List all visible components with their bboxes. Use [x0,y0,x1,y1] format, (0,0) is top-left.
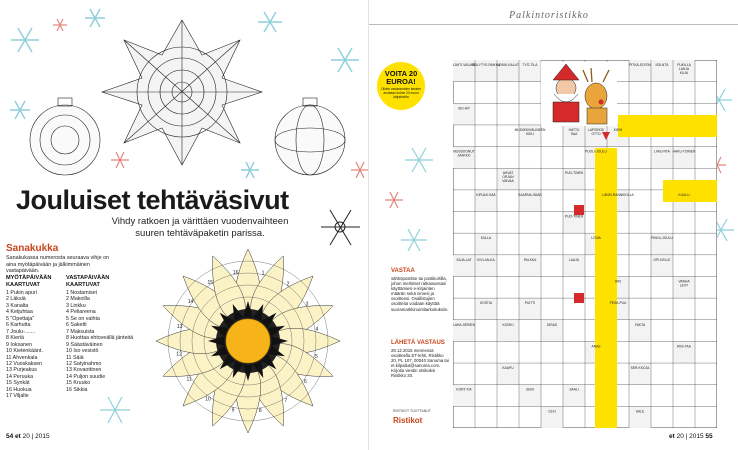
clue-text: PUO-TINEN [564,214,584,219]
crossword-grid[interactable] [453,60,717,428]
counterclockwise-clue: 5 Se on vaihta [66,315,100,322]
clockwise-clue: 6 Karhutta [6,322,31,329]
flower-number: 14 [187,298,194,305]
clue-text: SAALI [569,387,579,392]
clue-text: OLKI [548,409,556,414]
clue-text: ISÄ-NTÄ [655,63,669,67]
counterclockwise-clue: 9 Säästäväinen [66,341,103,348]
counterclockwise-clue: 2 Makoilla [66,296,90,303]
clue-text: PITKÄ-SOITIN [629,63,651,67]
magazine-name: et [669,433,675,440]
clue-text: ISO-ÄIT [458,106,470,111]
send-text: 28.12.2015 mennessä osoitteella ET-lehti, Ristikko 20, PL 107, 00040 Sanoma tai et.kilpailut@sanoma.com. Kirjoita viestin otsikoksi Ristikko 20. [391,348,449,379]
counterclockwise-clue: 3 Linkku [66,302,86,309]
flower-number: 8 [258,407,262,414]
flower-number: 1 [261,270,265,277]
clue-text: LÄNSI-RANNIKOLLA [602,192,634,197]
clue-text: LAPSEKSI [588,127,604,132]
page-subtitle: Vihdy ratkoen ja värittäen vuodenvaihteen suuren tehtäväpaketin parissa. [111,216,289,239]
prize-badge [377,62,425,110]
counterclockwise-clue: 16 Sikkia [66,386,88,393]
clue-text: KUJA [679,71,689,75]
clue-text: SAJA-LAT [456,257,472,262]
flower-number: 7 [284,397,288,404]
clue-text: HAKU-TOINEN [672,149,696,154]
clue-text: SÄILYTYS-PAIKKA [471,63,501,67]
clue-text: RIIS-TAA [677,344,691,349]
clue-text: LAHJA [678,67,690,71]
counterclockwise-clue: 8 Huottaa ehtoveällä jänteitä [66,335,134,342]
right-page [369,0,738,450]
clue-text: KIVI-JALKA [477,257,495,262]
clue-text: VANHA [678,279,690,284]
counterclockwise-clue: 11 Säiä [66,354,84,361]
clue-text: KULLA [480,236,492,241]
ristikot-logo: Ristikot [393,416,423,425]
prize-amount: VOITA 20 EUROA! [384,69,418,86]
clue-text: DIRAS [546,322,558,327]
counterclockwise-clues [66,290,133,393]
clockwise-clue: 7 Joulu-....... [6,328,36,335]
clue-text: SER-KKOJA [630,366,650,371]
counterclockwise-clue: 14 Puljon suudie [66,373,106,380]
left-folio [6,433,50,440]
clockwise-clue: 8 Kieriä [6,335,24,342]
counterclockwise-clue: 10 Iso vesistö [66,348,99,355]
counterclockwise-clue: 4 Peliareena [66,309,96,316]
flower-number: 2 [286,281,290,288]
clue-text: LOIVA [591,236,601,241]
flower-number: 13 [176,323,183,330]
clue-text: LÄHTI-VALMIS [453,63,476,67]
clue-text: LAAJA [568,257,580,262]
section-title: Sanakukka [6,243,59,254]
clue-text: TYÖ-TILA [522,63,538,67]
clue-text: LIIKU-NTA [654,149,670,154]
flower-number: 12 [176,351,182,358]
clue-text: PUKILLA [677,63,691,67]
counterclockwise-clue: 6 Saketti [66,322,87,329]
clue-text: KIEHI [613,127,623,132]
clue-text: VAIVAA [502,179,514,184]
clockwise-clue: 12 Vuoskaksen [6,360,43,367]
clockwise-clue: 9 Ioksanen [6,341,32,348]
page-number: 55 [705,433,713,440]
clue-text: FAKTA [634,322,646,327]
flower-number: 9 [231,407,235,414]
flower-number: 5 [314,354,318,361]
counterclockwise-clue: 12 Satyinahmo [66,360,102,367]
clue-text: MUSSOONUT [453,149,475,154]
flower-center [226,319,270,363]
mandala-illustration [0,0,369,190]
santa-reindeer-illustration [541,62,617,126]
logo-caption: RISTIKOT TUOTTANUT [393,409,431,413]
clockwise-clue: 5 "Opettaja" [6,315,35,322]
clue-text: SAARNA-SÄÄN [518,192,542,197]
clue-text: OTTO [591,131,601,136]
flower-number: 10 [205,396,211,403]
clue-text: MUSIIKKIVÄLINEEN [514,127,546,132]
clue-text: JAAKKO [457,153,471,158]
flower-number: 6 [304,379,307,386]
flower-number: 15 [207,280,214,287]
clue-text: ORJAN [502,175,514,180]
clue-text: SAA [570,131,578,136]
clue-text: PUITTI [524,301,536,306]
clue-text: KUULU [678,192,690,197]
clockwise-clue: 1 Pukin apuri [6,290,37,296]
clockwise-heading: MYÖTÄPÄIVÄÄN KAARTUVAT [6,275,52,288]
clue-text: KOSTIA [479,301,493,306]
send-title: LÄHETÄ VASTAUS [391,340,445,346]
snowflake-decoration [5,380,135,440]
clue-text: HATTU [568,127,580,132]
clue-text: KIOSKI [502,322,514,327]
page-number: 54 [6,433,14,440]
clue-text: AHVAT [502,171,514,176]
clue-text: PUOLI-JOULU [585,149,607,154]
clockwise-clue: 2 Läksiä [6,296,26,303]
counterclockwise-heading: VASTAPÄIVÄÄN KAARTUVAT [66,275,110,288]
header-rule [369,24,738,25]
issue-number: 20 | 2015 [676,433,704,440]
clue-text: SALE [635,409,645,414]
clue-text: PESÄ-PUU [609,301,627,306]
flower-number: 16 [232,270,239,277]
word-flower-puzzle[interactable] [148,246,348,436]
clockwise-clue: 4 Ketjuhtaa [6,309,33,316]
clockwise-clue: 14 Peruuka [6,373,34,380]
clue-text: SEIN [526,387,534,392]
clue-text: OPI-KELLE [653,257,671,262]
clue-text: LEVY [679,283,689,288]
page-title: Jouluiset tehtäväsivut [16,185,289,215]
flower-number: 4 [315,326,319,333]
clockwise-clue: 17 Viljalle [6,393,29,400]
clockwise-clue: 3 Kanalta [6,302,29,309]
clockwise-clue: 10 Kietenkäänt. [6,348,43,355]
clue-text: PUO-TINEN [564,171,584,176]
clockwise-clue: 13 Purjeakus [6,367,37,374]
clue-text: ANAS [591,344,601,349]
page-header: Palkintoristikko [509,10,589,21]
clockwise-clue: 15 Synkät [6,380,30,387]
clue-text: KIRJAS-SÄÄ [476,192,496,197]
snowflake-icon [318,205,363,250]
clue-text: KIELI [525,131,535,136]
snowflake-decoration-left [369,120,454,270]
counterclockwise-clue: 1 Nostamiset [66,290,97,296]
clue-text: LEIKKI-KALUT [497,63,519,67]
flower-number: 11 [186,376,192,383]
clue-text: LAHA-SERIEN [453,322,475,327]
clue-text: KORT-TIA [456,387,472,392]
clue-text: PIKKU-JOULU [651,236,673,241]
counterclockwise-clue: 7 Maksuista [66,328,95,335]
clockwise-clue: 16 Huokua [6,386,32,393]
magazine-name: et [15,433,21,440]
prize-text: Oikein vastanneiden kesken arvotaan kolme 20 euron lahjakorttia [381,87,421,99]
flower-number: 3 [305,301,309,308]
clue-text: KAAPU [502,366,514,371]
clue-text: RIN [615,279,621,284]
answer-text: sähköpostitse tai postikortilla, johon merkitset ratkaisussasi käyttämiesi e-kirjainten määrän sekä nimesi ja osoitteesi. Osallistujien osoitteita voidaan käyttää suoramarkkinointitarkoituksiin. [391,276,449,312]
counterclockwise-clue: 15 Kruuko [66,380,91,387]
counterclockwise-clue: 13 Kovaottinen [66,367,102,374]
right-folio [669,433,713,440]
answer-title: VASTAA [391,268,415,274]
section-intro: Sanakukassa numerosta seuraava vihje on aina myötäpäivään ja jälkimmäinen vastapäivään. [6,255,110,275]
clockwise-clue: 11 Ahvenkala [6,354,38,361]
issue-number: 20 | 2015 [22,433,50,440]
clue-text: PALKKA [523,257,537,262]
